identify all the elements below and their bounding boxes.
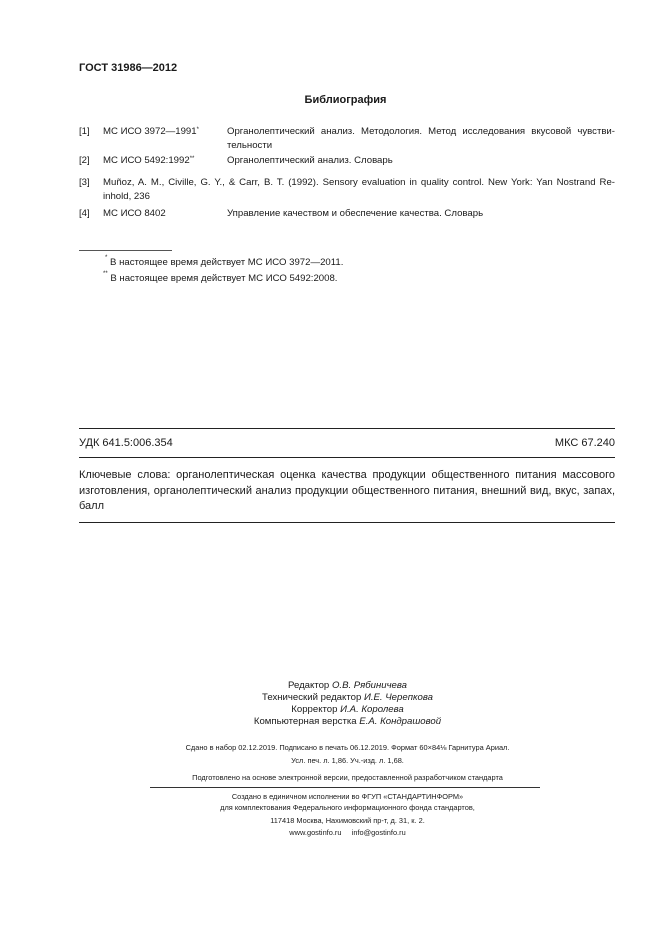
bibliography-item — [0, 154, 661, 170]
footnote: ** В настоящее время действует МС ИСО 5492:2008. — [103, 271, 338, 284]
ref-number: [2] — [79, 155, 90, 166]
ref-code: МС ИСО 3972—1991* — [103, 126, 199, 137]
footnote-separator — [79, 250, 172, 251]
divider — [79, 428, 615, 429]
divider — [150, 787, 540, 788]
publisher-info: для комплектования Федерального информационного фонда стандартов, — [220, 803, 475, 812]
ref-code: МС ИСО 5492:1992** — [103, 155, 195, 166]
credit-line: Корректор И.А. Королева — [291, 704, 404, 715]
footnote-mark: ** — [103, 271, 108, 277]
divider — [79, 522, 615, 523]
udk-code: УДК 641.5:006.354 — [79, 437, 173, 449]
credit-line: Технический редактор И.Е. Черепкова — [262, 692, 433, 703]
ref-description: Органолептический анализ. Методология. Метод исследования вкусовой чувстви- тельности — [227, 126, 615, 151]
prepared-note: Подготовлено на основе электронной версии, предоставленной разработчиком стандарта — [192, 773, 503, 782]
bibliography-item — [0, 125, 661, 155]
publication-info: Сдано в набор 02.12.2019. Подписано в печать 06.12.2019. Формат 60×84⅛ Гарнитура Ариал. — [185, 743, 510, 752]
publisher-contacts — [0, 828, 661, 837]
publisher-address: 117418 Москва, Нахимовский пр-т, д. 31, к. 2. — [270, 816, 425, 825]
bibliography-item — [0, 207, 661, 223]
ref-number: [1] — [79, 126, 90, 137]
publication-info: Усл. печ. л. 1,86. Уч.-изд. л. 1,68. — [291, 756, 404, 765]
ref-code: МС ИСО 8402 — [103, 208, 166, 219]
keywords-text: Ключевые слова: органолептическая оценка качества продукции общественного питания массового изготовления, органолептический анализ продукции общественного питания, внешний вид, вкус, запах, балл — [79, 469, 615, 512]
website-link[interactable]: www.gostinfo.ru — [289, 828, 342, 837]
ref-number: [4] — [79, 208, 90, 219]
footnote-mark: * — [196, 127, 199, 133]
ref-number: [3] — [79, 177, 90, 188]
bibliography-item — [0, 176, 661, 206]
credit-line: Редактор О.В. Рябиничева — [287, 680, 408, 691]
ref-full-citation: Muñoz, A. M., Civille, G. Y., & Carr, B. T. (1992). Sensory evaluation in quality control. New York: Yan Nostrand Re- inhold, 236 — [103, 177, 615, 202]
footnote-mark: ** — [189, 156, 195, 162]
ref-description: Управление качеством и обеспечение качества. Словарь — [227, 208, 484, 219]
email-link[interactable]: info@gostinfo.ru — [351, 828, 406, 837]
ref-description: Органолептический анализ. Словарь — [227, 155, 393, 166]
standard-header: ГОСТ 31986—2012 — [79, 62, 178, 74]
divider — [79, 457, 615, 458]
publisher-info: Создано в единичном исполнении во ФГУП «СТАНДАРТИНФОРМ» — [231, 792, 464, 801]
footnote-mark: * — [105, 255, 108, 261]
bibliography-title: Библиография — [304, 94, 387, 106]
mks-code: МКС 67.240 — [554, 437, 615, 449]
footnote: * В настоящее время действует МС ИСО 3972—2011. — [105, 255, 344, 268]
credit-line: Компьютерная верстка Е.А. Кондрашовой — [253, 716, 442, 727]
